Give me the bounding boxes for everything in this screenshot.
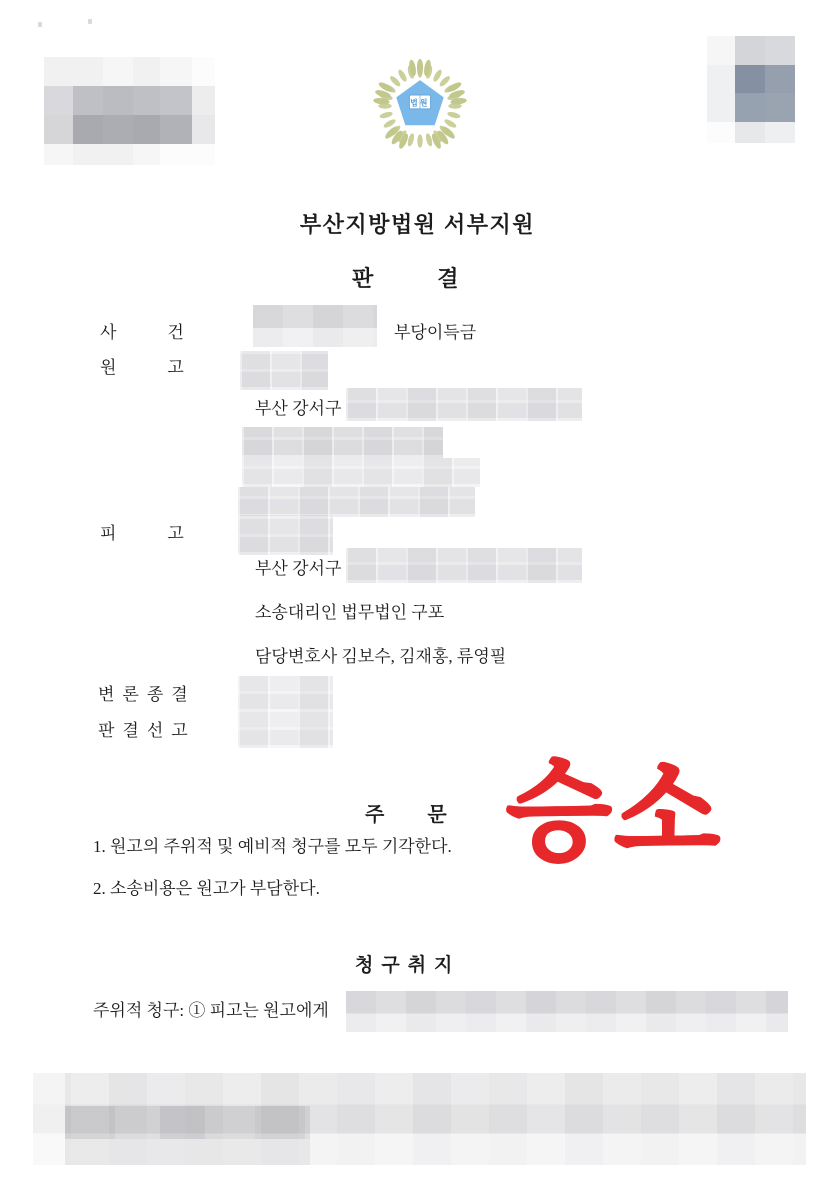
redacted-defendant-address: [346, 548, 582, 583]
victory-stamp: 승소: [505, 746, 722, 875]
hearing-closed-label: 변론종결: [98, 685, 196, 704]
order-heading: 주문: [365, 804, 490, 826]
redacted-claim-amount: [346, 991, 788, 1032]
redacted-line: [242, 427, 443, 458]
redacted-bottom-band: [33, 1073, 806, 1165]
plaintiff-address-prefix: 부산 강서구: [255, 399, 342, 418]
redacted-case-number: [253, 305, 377, 347]
redacted-stamp-block-top-right: [707, 36, 795, 143]
redacted-hearing-date: [238, 676, 333, 712]
document-title: 판결: [352, 266, 523, 291]
primary-claim-prefix: 주위적 청구: ① 피고는 원고에게: [93, 1001, 329, 1020]
seal-label: 법원: [410, 98, 430, 108]
redacted-line: [242, 458, 480, 487]
scan-speck: [88, 19, 92, 24]
redacted-stamp-block-top-left: [44, 57, 215, 165]
scan-speck: [38, 22, 42, 27]
court-seal-icon: [372, 58, 468, 154]
claim-heading: 청구취지: [355, 955, 461, 976]
order-item: 1. 원고의 주위적 및 예비적 청구를 모두 기각한다.: [93, 837, 452, 856]
plaintiff-label: 원고: [100, 358, 235, 377]
case-label: 사건: [100, 323, 235, 342]
defendant-label: 피고: [100, 524, 235, 543]
defendant-attorneys: 담당변호사 김보수, 김재홍, 류영필: [255, 647, 507, 666]
defendant-representative: 소송대리인 법무법인 구포: [255, 603, 445, 622]
redacted-defendant-name: [238, 515, 333, 555]
defendant-address-prefix: 부산 강서구: [255, 559, 342, 578]
redacted-plaintiff-address: [346, 388, 582, 421]
redacted-plaintiff-name: [240, 351, 328, 390]
judgment-date-label: 판결선고: [98, 721, 196, 740]
court-name: 부산지방법원 서부지원: [299, 212, 536, 237]
order-item: 2. 소송비용은 원고가 부담한다.: [93, 879, 320, 898]
redacted-judgment-date: [238, 712, 333, 748]
case-name: 부당이득금: [394, 323, 477, 342]
redacted-line: [238, 487, 475, 517]
